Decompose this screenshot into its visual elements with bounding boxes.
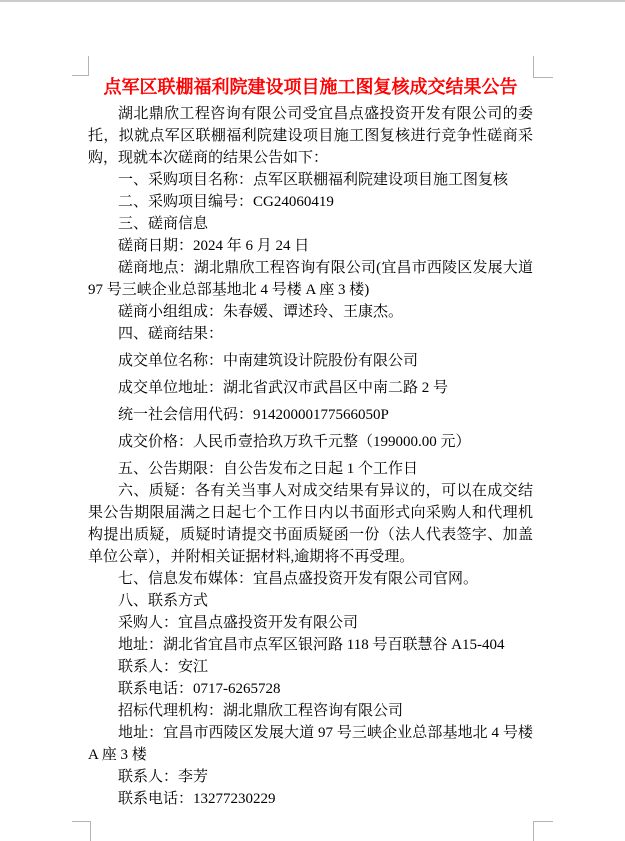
document-text-area bbox=[88, 75, 533, 810]
paragraph-agency-phone: 联系电话：13277230229 bbox=[118, 791, 276, 807]
paragraph-agency-address: 地址：宜昌市西陵区发展大道 97 号三峡企业总部基地北 4 号楼 A 座 3 楼 bbox=[88, 725, 533, 763]
document-title: 点军区联棚福利院建设项目施工图复核成交结果公告 bbox=[103, 77, 518, 97]
paragraph-negotiation-place: 磋商地点：湖北鼎欣工程咨询有限公司(宜昌市西陵区发展大道 97 号三峡企业总部基地北 4 号楼 A 座 3 楼) bbox=[88, 260, 533, 298]
paragraph-project-number: 二、采购项目编号：CG24060419 bbox=[118, 194, 334, 210]
paragraph-intro: 湖北鼎欣工程咨询有限公司受宜昌点盛投资开发有限公司的委托，拟就点军区联棚福利院建设项目施工图复核进行竞争性磋商采购，现就本次磋商的结果公告如下： bbox=[88, 106, 533, 166]
crop-mark-bottom-left bbox=[72, 821, 91, 841]
paragraph-agency: 招标代理机构：湖北鼎欣工程咨询有限公司 bbox=[118, 703, 404, 719]
paragraph-purchaser-phone: 联系电话：0717-6265728 bbox=[118, 681, 281, 697]
paragraph-objection: 六、质疑：各有关当事人对成交结果有异议的，可以在成交结果公告期限届满之日起七个工作日内以书面形式向采购人和代理机构提出质疑，质疑时请提交书面质疑函一份（法人代表签字、加盖单位公章），并附相关证据材料,逾期将不再受理。 bbox=[88, 483, 533, 565]
crop-mark-top-right bbox=[533, 56, 553, 78]
paragraph-result-heading: 四、磋商结果： bbox=[118, 326, 224, 342]
crop-mark-bottom-right bbox=[533, 821, 553, 841]
crop-mark-top-left bbox=[72, 56, 89, 76]
paragraph-purchaser-address: 地址：湖北省宜昌市点军区银河路 118 号百联慧谷 A15-404 bbox=[118, 637, 505, 653]
page-top-edge bbox=[0, 0, 625, 2]
paragraph-purchaser-contact: 联系人：安江 bbox=[118, 659, 209, 675]
paragraph-winner-usci: 统一社会信用代码：91420000177566050P bbox=[118, 407, 389, 423]
paragraph-negotiation-date: 磋商日期：2024 年 6 月 24 日 bbox=[118, 238, 310, 254]
paragraph-winner-name: 成交单位名称：中南建筑设计院股份有限公司 bbox=[118, 353, 419, 369]
paragraph-publish-media: 七、信息发布媒体：宜昌点盛投资开发有限公司官网。 bbox=[118, 571, 479, 587]
paragraph-winner-address: 成交单位地址：湖北省武汉市武昌区中南二路 2 号 bbox=[118, 380, 449, 396]
paragraph-negotiation-info-heading: 三、磋商信息 bbox=[118, 216, 209, 232]
paragraph-contact-heading: 八、联系方式 bbox=[118, 593, 209, 609]
paragraph-agency-contact: 联系人：李芳 bbox=[118, 769, 209, 785]
paragraph-announcement-period: 五、公告期限：自公告发布之日起 1 个工作日 bbox=[118, 461, 419, 477]
paragraph-purchaser: 采购人：宜昌点盛投资开发有限公司 bbox=[118, 615, 359, 631]
paragraph-negotiation-panel: 磋商小组组成：朱春媛、谭述玲、王康杰。 bbox=[118, 304, 404, 320]
paragraph-project-name: 一、采购项目名称：点军区联棚福利院建设项目施工图复核 bbox=[118, 172, 509, 188]
paragraph-deal-price: 成交价格：人民币壹拾玖万玖千元整（199000.00 元） bbox=[118, 434, 471, 450]
